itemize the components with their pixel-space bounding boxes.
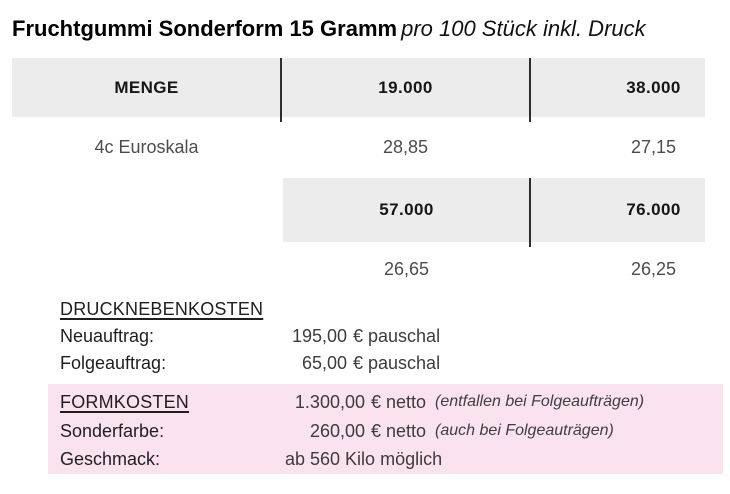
- price-76000-cell: 26,25: [630, 259, 677, 279]
- cost-label: Geschmack:: [60, 449, 161, 469]
- cost-label: Folgeauftrag:: [60, 353, 167, 373]
- column-divider: [529, 178, 531, 247]
- price-38000-cell: 27,15: [630, 137, 677, 157]
- column-divider: [529, 58, 531, 122]
- column-divider: [280, 58, 282, 122]
- cost-row-sonderfarbe: [60, 417, 723, 446]
- page-title: [12, 14, 724, 44]
- cost-text: ab 560 Kilo möglich: [285, 449, 443, 469]
- formkosten-heading: FORMKOSTEN: [60, 392, 190, 412]
- cost-label: Neuauftrag:: [60, 326, 155, 346]
- quantity-header-row-2: [283, 178, 705, 242]
- cost-row-neuauftrag: [60, 323, 720, 350]
- quantity-38000-cell: 38.000: [626, 77, 681, 97]
- color-spec-cell: 4c Euroskala: [94, 137, 199, 157]
- quantity-57000-cell: 57.000: [379, 200, 434, 219]
- product-name: Fruchtgummi Sonderform 15 Gramm: [12, 16, 398, 41]
- cost-amount: 65,00: [301, 353, 347, 373]
- title-qualifier: pro 100 Stück inkl. Druck: [401, 16, 646, 41]
- cost-unit: € netto: [371, 392, 427, 412]
- cost-amount: 1.300,00: [294, 392, 365, 412]
- cost-unit: € netto: [371, 420, 427, 441]
- cost-row-formkosten: [60, 388, 723, 417]
- cost-note: (entfallen bei Folgeaufträgen): [435, 393, 645, 410]
- cost-amount: 260,00: [309, 420, 365, 441]
- cost-unit: € pauschal: [353, 353, 441, 373]
- quantity-19000-cell: 19.000: [378, 77, 433, 97]
- cost-row-geschmack: [60, 445, 723, 474]
- menge-header-cell: MENGE: [114, 77, 179, 97]
- cost-unit: € pauschal: [353, 326, 441, 346]
- price-row-euroskala-2: [283, 242, 705, 297]
- cost-label: Sonderfarbe:: [60, 420, 165, 441]
- cost-note: (auch bei Folgeauträgen): [435, 421, 614, 439]
- drucknebenkosten-section: [60, 296, 720, 377]
- price-row-euroskala: [12, 117, 705, 178]
- cost-amount: 195,00: [291, 326, 347, 346]
- quantity-header-row-1: [12, 58, 705, 117]
- price-57000-cell: 26,65: [383, 259, 430, 279]
- price-19000-cell: 28,85: [382, 137, 429, 157]
- quantity-76000-cell: 76.000: [626, 200, 681, 219]
- cost-row-folgeauftrag: [60, 350, 720, 377]
- formkosten-highlight-block: [48, 384, 723, 474]
- drucknebenkosten-heading: DRUCKNEBENKOSTEN: [60, 299, 264, 319]
